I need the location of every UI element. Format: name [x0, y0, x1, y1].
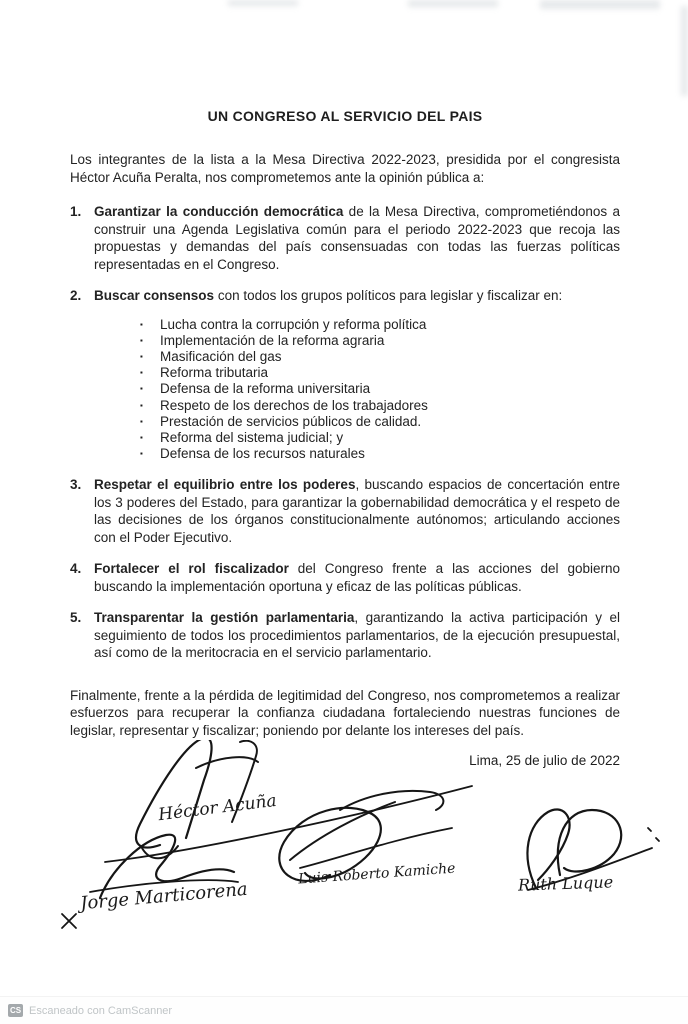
bullet-marker: ▪: [140, 432, 143, 442]
bullet-item: [140, 414, 620, 430]
signature-name: Héctor Acuña: [157, 791, 278, 826]
numbered-item: [70, 203, 620, 273]
bullet-item: [140, 446, 620, 462]
item-number: 5.: [70, 610, 82, 626]
signature-scribbles: [0, 740, 688, 975]
camscanner-watermark: [0, 996, 688, 1024]
item-number: 3.: [70, 477, 82, 493]
closing-paragraph: Finalmente, frente a la pérdida de legitimidad del Congreso, nos comprometemos a realizar esfuerzos para recuperar la confianza ciudadana fortaleciendo nuestras funciones de legislar, representar y fiscalizar; poniendo por delante los intereses del país.: [70, 687, 620, 738]
dateline: Lima, 25 de julio de 2022: [469, 753, 620, 769]
numbered-item: [70, 560, 620, 595]
numbered-item: [70, 609, 620, 662]
bullet-item: [140, 349, 620, 365]
signature-scribble-hector-acuna: [105, 740, 472, 862]
numbered-item: [70, 287, 620, 305]
camscanner-text: Escaneado con CamScanner: [29, 1004, 173, 1017]
bullet-marker: ▪: [140, 400, 143, 410]
bullet-text: Masificación del gas: [160, 348, 282, 364]
intro-paragraph: Los integrantes de la lista a la Mesa Directiva 2022-2023, presidida por el congresista Héctor Acuña Peralta, nos comprometemos ante la opinión pública a:: [70, 152, 620, 185]
bullet-marker: ▪: [140, 335, 143, 345]
item-text: Respetar el equilibrio entre los poderes, buscando espacios de concertación entre los 3 poderes del Estado, para garantizar la gobernabilidad democrática y el respeto de las decisiones de los órganos constitucionalmente autónomos; articulando acciones con el Poder Ejecutivo.: [94, 477, 620, 545]
scan-smudge: [228, 0, 298, 6]
bullet-text: Implementación de la reforma agraria: [160, 332, 385, 348]
bullet-marker: ▪: [140, 416, 143, 426]
bullet-item: [140, 430, 620, 446]
bullet-text: Prestación de servicios públicos de calidad.: [160, 413, 422, 429]
bullet-marker: ▪: [140, 368, 143, 378]
bullet-text: Defensa de la reforma universitaria: [160, 381, 371, 397]
bullet-marker: ▪: [140, 384, 143, 394]
bullet-item: [140, 398, 620, 414]
signature-name: Luis Roberto Kamiche: [297, 860, 456, 888]
bullet-text: Lucha contra la corrupción y reforma política: [160, 316, 427, 332]
camscanner-icon: CS: [9, 1006, 22, 1015]
bullet-text: Reforma del sistema judicial; y: [160, 429, 344, 445]
bullet-marker: ▪: [140, 319, 143, 329]
signature-name: Ruth Luque: [517, 872, 614, 895]
bullet-item: [140, 333, 620, 349]
bullet-list: [140, 317, 620, 463]
numbered-item: [70, 476, 620, 546]
bullet-text: Defensa de los recursos naturales: [160, 446, 365, 462]
scan-smudge: [408, 0, 498, 7]
item-text: Garantizar la conducción democrática de la Mesa Directiva, comprometiéndonos a construir una Agenda Legislativa común para el periodo 2022-2023 que recoja las propuestas y demandas del país consensuadas con todas las fuerzas políticas representadas en el Congreso.: [94, 204, 620, 272]
bullet-item: [140, 365, 620, 381]
bullet-item: [140, 317, 620, 333]
item-text: Fortalecer el rol fiscalizador del Congreso frente a las acciones del gobierno buscando la implementación oportuna y eficaz de las políticas públicas.: [94, 561, 620, 594]
item-number: 4.: [70, 561, 82, 577]
signature-name: Jorge Marticorena: [79, 879, 249, 915]
numbered-items: [70, 203, 620, 662]
bullet-marker: ▪: [140, 449, 143, 459]
item-number: 2.: [70, 288, 82, 303]
item-text: Buscar consensos con todos los grupos políticos para legislar y fiscalizar en:: [94, 288, 563, 303]
bullet-text: Respeto de los derechos de los trabajadores: [160, 397, 428, 413]
item-number: 1.: [70, 204, 82, 219]
scan-smudge: [540, 0, 660, 9]
signatures-area: [0, 740, 688, 975]
bullet-marker: ▪: [140, 351, 143, 361]
scan-smudge: [681, 6, 688, 96]
bullet-text: Reforma tributaria: [160, 365, 269, 381]
document-title: UN CONGRESO AL SERVICIO DEL PAIS: [207, 108, 483, 124]
item-text: Transparentar la gestión parlamentaria, garantizando la activa participación y el seguimiento de todos los procedimientos parlamentarios, de la ejecución presupuestal, así como de la meritocracia en el servicio parlamentario.: [94, 610, 621, 661]
bullet-item: [140, 381, 620, 397]
